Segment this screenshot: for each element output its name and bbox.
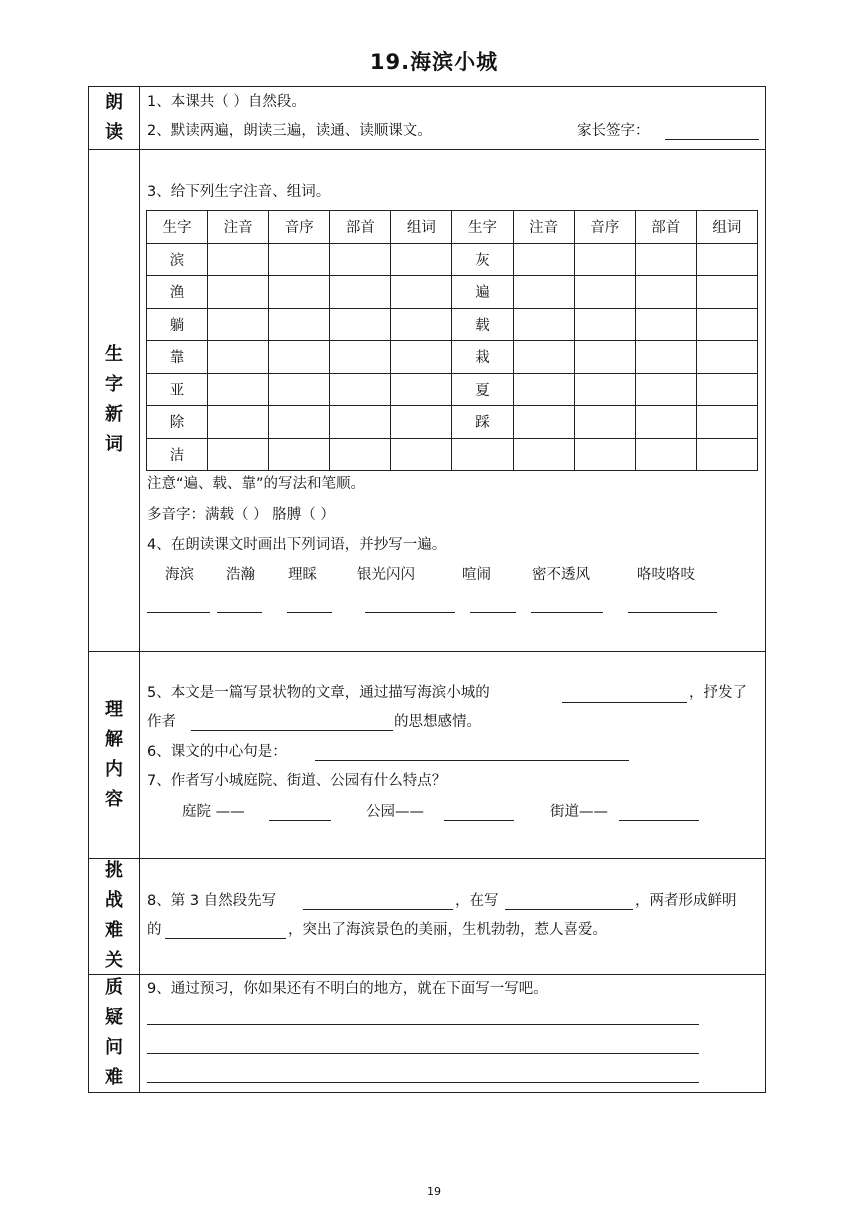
label-char: 容	[105, 788, 123, 810]
character-cell: 栽	[452, 341, 513, 374]
question-8-part-b: ，在写	[455, 893, 499, 909]
character-cell: 载	[452, 308, 513, 341]
phrase-answer-line[interactable]	[287, 612, 332, 613]
answer-cell[interactable]	[574, 243, 635, 276]
answer-cell[interactable]	[391, 308, 452, 341]
character-cell: 踩	[452, 406, 513, 439]
answer-cell[interactable]	[391, 406, 452, 439]
phrase-answer-line[interactable]	[470, 612, 516, 613]
answer-cell[interactable]	[208, 406, 269, 439]
section-label-words	[89, 149, 139, 651]
answer-cell[interactable]	[635, 406, 696, 439]
answer-cell[interactable]	[696, 341, 757, 374]
street-label: 街道——	[550, 804, 608, 820]
answer-cell[interactable]	[574, 438, 635, 471]
character-cell	[452, 438, 513, 471]
answer-line[interactable]	[147, 1053, 699, 1054]
label-char: 新	[105, 404, 123, 425]
section-divider	[89, 149, 765, 150]
table-header: 注音	[208, 211, 269, 244]
section-label-reading	[89, 87, 139, 149]
answer-line[interactable]	[505, 909, 633, 910]
park-label: 公园——	[366, 804, 424, 820]
answer-cell[interactable]	[208, 276, 269, 309]
question-5-part-d: 的思想感情。	[394, 714, 481, 730]
label-char: 难	[105, 920, 123, 941]
phrase-answer-line[interactable]	[628, 612, 717, 613]
phrase: 喧闹	[462, 567, 491, 583]
answer-cell[interactable]	[696, 373, 757, 406]
answer-cell[interactable]	[513, 373, 574, 406]
answer-cell[interactable]	[513, 276, 574, 309]
answer-cell[interactable]	[391, 276, 452, 309]
question-8-part-c: ，两者形成鲜明	[635, 893, 737, 909]
character-cell: 躺	[147, 308, 208, 341]
character-cell: 夏	[452, 373, 513, 406]
question-8-part-d: 的	[147, 922, 162, 938]
table-row	[147, 341, 758, 374]
answer-cell[interactable]	[208, 373, 269, 406]
answer-cell[interactable]	[574, 276, 635, 309]
question-2: 2、默读两遍，朗读三遍，读通、读顺课文。	[147, 123, 432, 139]
answer-cell[interactable]	[635, 341, 696, 374]
answer-cell[interactable]	[269, 438, 330, 471]
answer-cell[interactable]	[696, 406, 757, 439]
question-8-part-e: ，突出了海滨景色的美丽，生机勃勃，惹人喜爱。	[288, 922, 607, 938]
section-label-questions	[89, 974, 139, 1092]
table-row	[147, 438, 758, 471]
answer-cell[interactable]	[208, 243, 269, 276]
question-4: 4、在朗读课文时画出下列词语，并抄写一遍。	[147, 537, 447, 553]
answer-cell[interactable]	[574, 308, 635, 341]
table-header: 部首	[330, 211, 391, 244]
table-header: 组词	[696, 211, 757, 244]
section-divider	[89, 858, 765, 859]
answer-cell[interactable]	[330, 406, 391, 439]
table-header: 音序	[574, 211, 635, 244]
label-char: 字	[105, 374, 123, 395]
question-7: 7、作者写小城庭院、街道、公园有什么特点？	[147, 773, 447, 789]
answer-cell[interactable]	[269, 341, 330, 374]
table-header-row	[147, 211, 758, 244]
section-label-understanding	[89, 651, 139, 858]
answer-cell[interactable]	[391, 373, 452, 406]
label-char: 朗	[105, 92, 123, 113]
question-5-part-b: ，抒发了	[689, 685, 747, 701]
answer-cell[interactable]	[635, 308, 696, 341]
answer-line[interactable]	[191, 730, 393, 731]
label-char: 关	[105, 950, 123, 971]
answer-cell[interactable]	[269, 373, 330, 406]
answer-cell[interactable]	[513, 406, 574, 439]
table-row	[147, 406, 758, 439]
section-divider	[89, 651, 765, 652]
answer-cell[interactable]	[574, 341, 635, 374]
answer-line[interactable]	[303, 909, 453, 910]
answer-line[interactable]	[165, 938, 286, 939]
answer-cell[interactable]	[635, 276, 696, 309]
table-row	[147, 308, 758, 341]
question-3: 3、给下列生字注音、组词。	[147, 184, 331, 200]
answer-cell[interactable]	[635, 243, 696, 276]
answer-cell[interactable]	[330, 308, 391, 341]
answer-cell[interactable]	[391, 243, 452, 276]
label-char: 生	[105, 344, 123, 365]
question-9: 9、通过预习，你如果还有不明白的地方，就在下面写一写吧。	[147, 981, 548, 997]
question-8-part-a: 8、第 3 自然段先写	[147, 893, 277, 909]
table-header: 生字	[452, 211, 513, 244]
parent-signature-label: 家长签字：	[577, 123, 650, 139]
character-cell: 灰	[452, 243, 513, 276]
table-header: 生字	[147, 211, 208, 244]
phrase: 理睬	[288, 567, 317, 583]
question-1: 1、本课共（ ）自然段。	[147, 94, 306, 110]
answer-cell[interactable]	[208, 308, 269, 341]
character-cell: 靠	[147, 341, 208, 374]
phrase: 浩瀚	[226, 567, 255, 583]
answer-line[interactable]	[444, 820, 514, 821]
table-row	[147, 373, 758, 406]
answer-cell[interactable]	[208, 438, 269, 471]
phrase-answer-line[interactable]	[365, 612, 455, 613]
parent-signature-line[interactable]	[665, 139, 759, 140]
label-char: 词	[105, 434, 123, 455]
question-5-part-a: 5、本文是一篇写景状物的文章，通过描写海滨小城的	[147, 685, 490, 701]
answer-line[interactable]	[269, 820, 331, 821]
answer-cell[interactable]	[635, 373, 696, 406]
answer-cell[interactable]	[696, 308, 757, 341]
table-header: 注音	[513, 211, 574, 244]
table-header: 部首	[635, 211, 696, 244]
phrase: 银光闪闪	[357, 567, 415, 583]
phrase-answer-line[interactable]	[147, 612, 210, 613]
answer-cell[interactable]	[574, 373, 635, 406]
label-char: 挑	[105, 860, 123, 881]
character-table	[146, 210, 758, 471]
answer-cell[interactable]	[330, 341, 391, 374]
label-char: 解	[105, 728, 123, 750]
question-6: 6、课文的中心句是：	[147, 744, 287, 760]
label-char: 质	[105, 977, 123, 998]
answer-cell[interactable]	[208, 341, 269, 374]
page-title: 19.海滨小城	[369, 50, 499, 74]
section-divider	[89, 974, 765, 975]
answer-cell[interactable]	[513, 243, 574, 276]
stroke-order-note: 注意“遍、载、靠”的写法和笔顺。	[147, 476, 366, 492]
phrase: 咯吱咯吱	[637, 567, 695, 583]
answer-cell[interactable]	[330, 438, 391, 471]
answer-cell[interactable]	[513, 308, 574, 341]
character-cell: 亚	[147, 373, 208, 406]
section-label-challenge	[89, 858, 139, 974]
phrase: 密不透风	[532, 567, 590, 583]
table-row	[147, 243, 758, 276]
answer-cell[interactable]	[696, 438, 757, 471]
label-char: 理	[105, 698, 123, 720]
answer-line[interactable]	[147, 1024, 699, 1025]
label-char: 问	[105, 1037, 123, 1058]
character-cell: 洁	[147, 438, 208, 471]
yard-label: 庭院 ——	[182, 804, 245, 820]
answer-cell[interactable]	[696, 276, 757, 309]
phrase-answer-line[interactable]	[531, 612, 603, 613]
answer-line[interactable]	[562, 702, 687, 703]
phrase: 海滨	[165, 567, 194, 583]
character-cell: 除	[147, 406, 208, 439]
answer-cell[interactable]	[513, 438, 574, 471]
page-number: 19	[427, 1185, 441, 1198]
character-cell: 滨	[147, 243, 208, 276]
answer-cell[interactable]	[269, 308, 330, 341]
answer-cell[interactable]	[391, 438, 452, 471]
answer-cell[interactable]	[269, 243, 330, 276]
answer-line[interactable]	[619, 820, 699, 821]
label-char: 疑	[105, 1007, 123, 1028]
answer-cell[interactable]	[635, 438, 696, 471]
answer-cell[interactable]	[574, 406, 635, 439]
label-char: 难	[105, 1067, 123, 1088]
answer-line[interactable]	[147, 1082, 699, 1083]
table-header: 组词	[391, 211, 452, 244]
label-char: 内	[105, 758, 123, 780]
answer-cell[interactable]	[330, 243, 391, 276]
character-cell: 渔	[147, 276, 208, 309]
answer-cell[interactable]	[330, 373, 391, 406]
table-row	[147, 276, 758, 309]
phrase-answer-line[interactable]	[217, 612, 262, 613]
table-header: 音序	[269, 211, 330, 244]
answer-line[interactable]	[315, 760, 629, 761]
answer-cell[interactable]	[391, 341, 452, 374]
question-5-part-c: 作者	[147, 714, 176, 730]
polyphone-question: 多音字：满载（ ） 胳膊（ ）	[147, 507, 335, 523]
character-cell: 遍	[452, 276, 513, 309]
label-char: 读	[105, 122, 123, 143]
answer-cell[interactable]	[513, 341, 574, 374]
answer-cell[interactable]	[269, 406, 330, 439]
label-column-divider	[139, 87, 140, 1092]
answer-cell[interactable]	[269, 276, 330, 309]
answer-cell[interactable]	[696, 243, 757, 276]
answer-cell[interactable]	[330, 276, 391, 309]
label-char: 战	[105, 890, 123, 911]
worksheet-table	[88, 86, 766, 1093]
